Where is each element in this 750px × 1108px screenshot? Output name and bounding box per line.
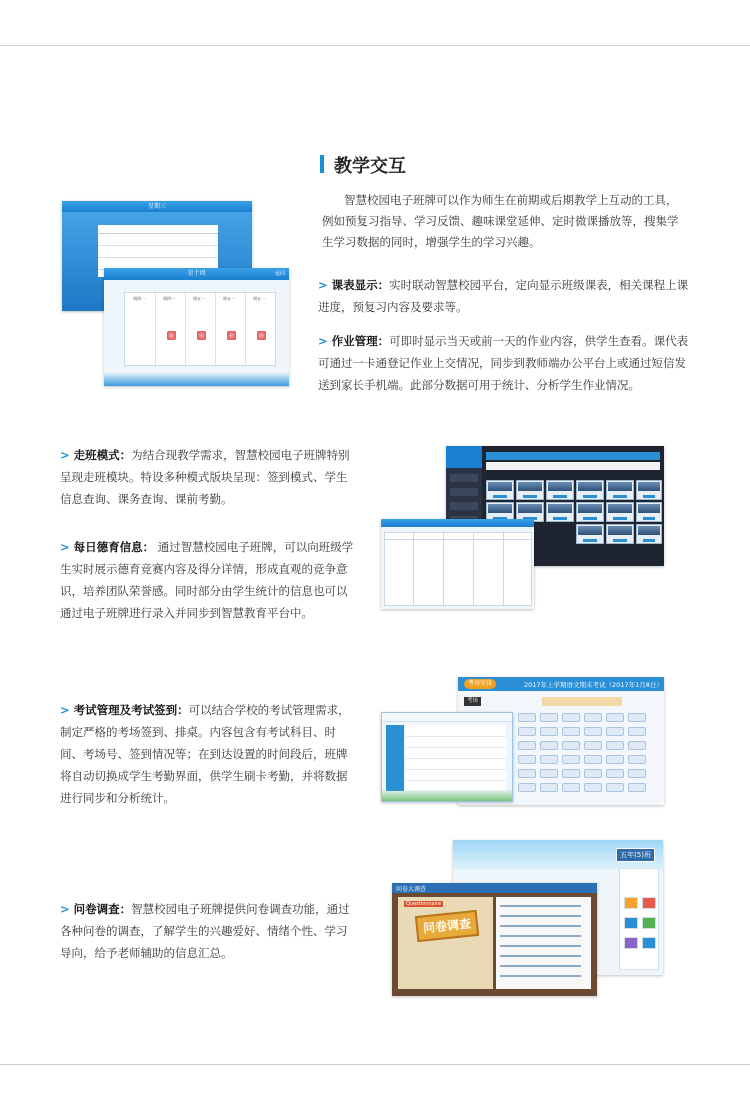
back-button[interactable]: 返回 (274, 271, 285, 277)
student-tile[interactable] (576, 524, 604, 544)
feature-moral-info: > 每日德育信息： 通过智慧校园电子班牌，可以向班级学生实时展示德育竞赛内容及得分详情，形成直观的竞争意识，培养团队荣誉感。同时部分由学生统计的信息也可以通过电子班牌进行录入并同步到智慧教育平台中。 (60, 540, 354, 620)
moral-table (384, 532, 532, 606)
student-tile[interactable] (516, 480, 544, 500)
survey-questions (496, 897, 591, 989)
award-icon (167, 331, 176, 340)
top-rule (0, 45, 750, 46)
student-tile[interactable] (576, 480, 604, 500)
chevron-right-icon: > (60, 448, 70, 462)
column-header: 周四一 (163, 296, 175, 301)
student-tile[interactable] (636, 524, 662, 544)
student-tile[interactable] (606, 524, 634, 544)
award-icon (227, 331, 236, 340)
bottom-rule (0, 1064, 750, 1065)
chevron-right-icon: > (318, 278, 328, 292)
award-icon (197, 331, 206, 340)
student-tile[interactable] (486, 480, 514, 500)
exam-table-screenshot (381, 712, 513, 802)
survey-sign: 问卷调查 (415, 910, 479, 942)
student-tile[interactable] (636, 480, 662, 500)
student-tile[interactable] (546, 480, 574, 500)
intro-paragraph: 智慧校园电子班牌可以作为师生在前期或后期教学上互动的工具，例如预复习指导、学习反馈、趣味课堂延伸、定时微课播放等，搜集学生学习数据的同时，增强学生的学习兴趣。 (322, 193, 679, 249)
chevron-right-icon: > (60, 703, 70, 717)
student-tile[interactable] (606, 502, 634, 522)
column-header: 周五一 (253, 296, 265, 301)
survey-screenshot (392, 883, 597, 996)
title-accent-bar (320, 155, 324, 173)
chevron-right-icon: > (60, 540, 70, 554)
moral-info-screenshot (381, 519, 534, 609)
schedule-title: 星期三 (62, 201, 252, 212)
survey-header: 问卷大调查 (396, 886, 427, 893)
feature-homework: > 作业管理：可即时显示当天或前一天的作业内容，供学生查看。课代表可通过一卡通登记作业上交情况，同步到教师端办公平台上或通过短信发送到家长手机端。此部分数据可用于统计、分析学生作业情况。 (318, 334, 689, 392)
student-tile[interactable] (576, 502, 604, 522)
column-header: 周四一 (133, 296, 145, 301)
feature-survey: > 问卷调查：智慧校园电子班牌提供问卷调查功能，通过各种问卷的调查，了解学生的兴趣爱好、情绪个性、学习导向，给予老师辅助的信息汇总。 (60, 902, 350, 960)
survey-brand: Questionnaire (406, 901, 442, 907)
side-menu (619, 868, 659, 970)
feature-schedule: > 课表显示：实时联动智慧校园平台，定向显示班级课表，相关课程上课进度，预复习内容及要求等。 (318, 278, 689, 314)
student-tile[interactable] (636, 502, 662, 522)
survey-board (398, 897, 493, 989)
chevron-right-icon: > (60, 902, 70, 916)
student-tile[interactable] (606, 480, 634, 500)
exam-tag: 考场 (464, 697, 481, 706)
column-header: 周五一 (223, 296, 235, 301)
exam-title: 2017年上学期语文期末考试（2017年1月8日） (524, 681, 663, 689)
feature-walk-class: > 走班模式：为结合现教学需求，智慧校园电子班牌特别呈现走班模块。特设多种模式版块呈现：签到模式、学生信息查询、课务查询、课前考勤。 (60, 448, 350, 506)
homework-screenshot (104, 268, 289, 386)
class-badge: 五年(5)班 (616, 848, 655, 862)
chevron-right-icon: > (318, 334, 328, 348)
student-tile[interactable] (546, 502, 574, 522)
homework-title: 星十周 (104, 268, 289, 280)
award-icon (257, 331, 266, 340)
column-header: 周五一 (193, 296, 205, 301)
feature-exam: > 考试管理及考试签到：可以结合学校的考试管理需求，制定严格的考场签到、排桌。内容包含有考试科目、时间、考场号、签到情况等；在到达设置的时间段后，班牌将自动切换成学生考勤界面，供学生刷卡考勤，并将数据进行同步和分析统计。 (60, 703, 350, 805)
exam-table (406, 725, 506, 791)
section-title: 教学交互 (334, 156, 406, 177)
exam-banner: 考场安排 (464, 679, 496, 689)
homework-table (124, 292, 276, 366)
